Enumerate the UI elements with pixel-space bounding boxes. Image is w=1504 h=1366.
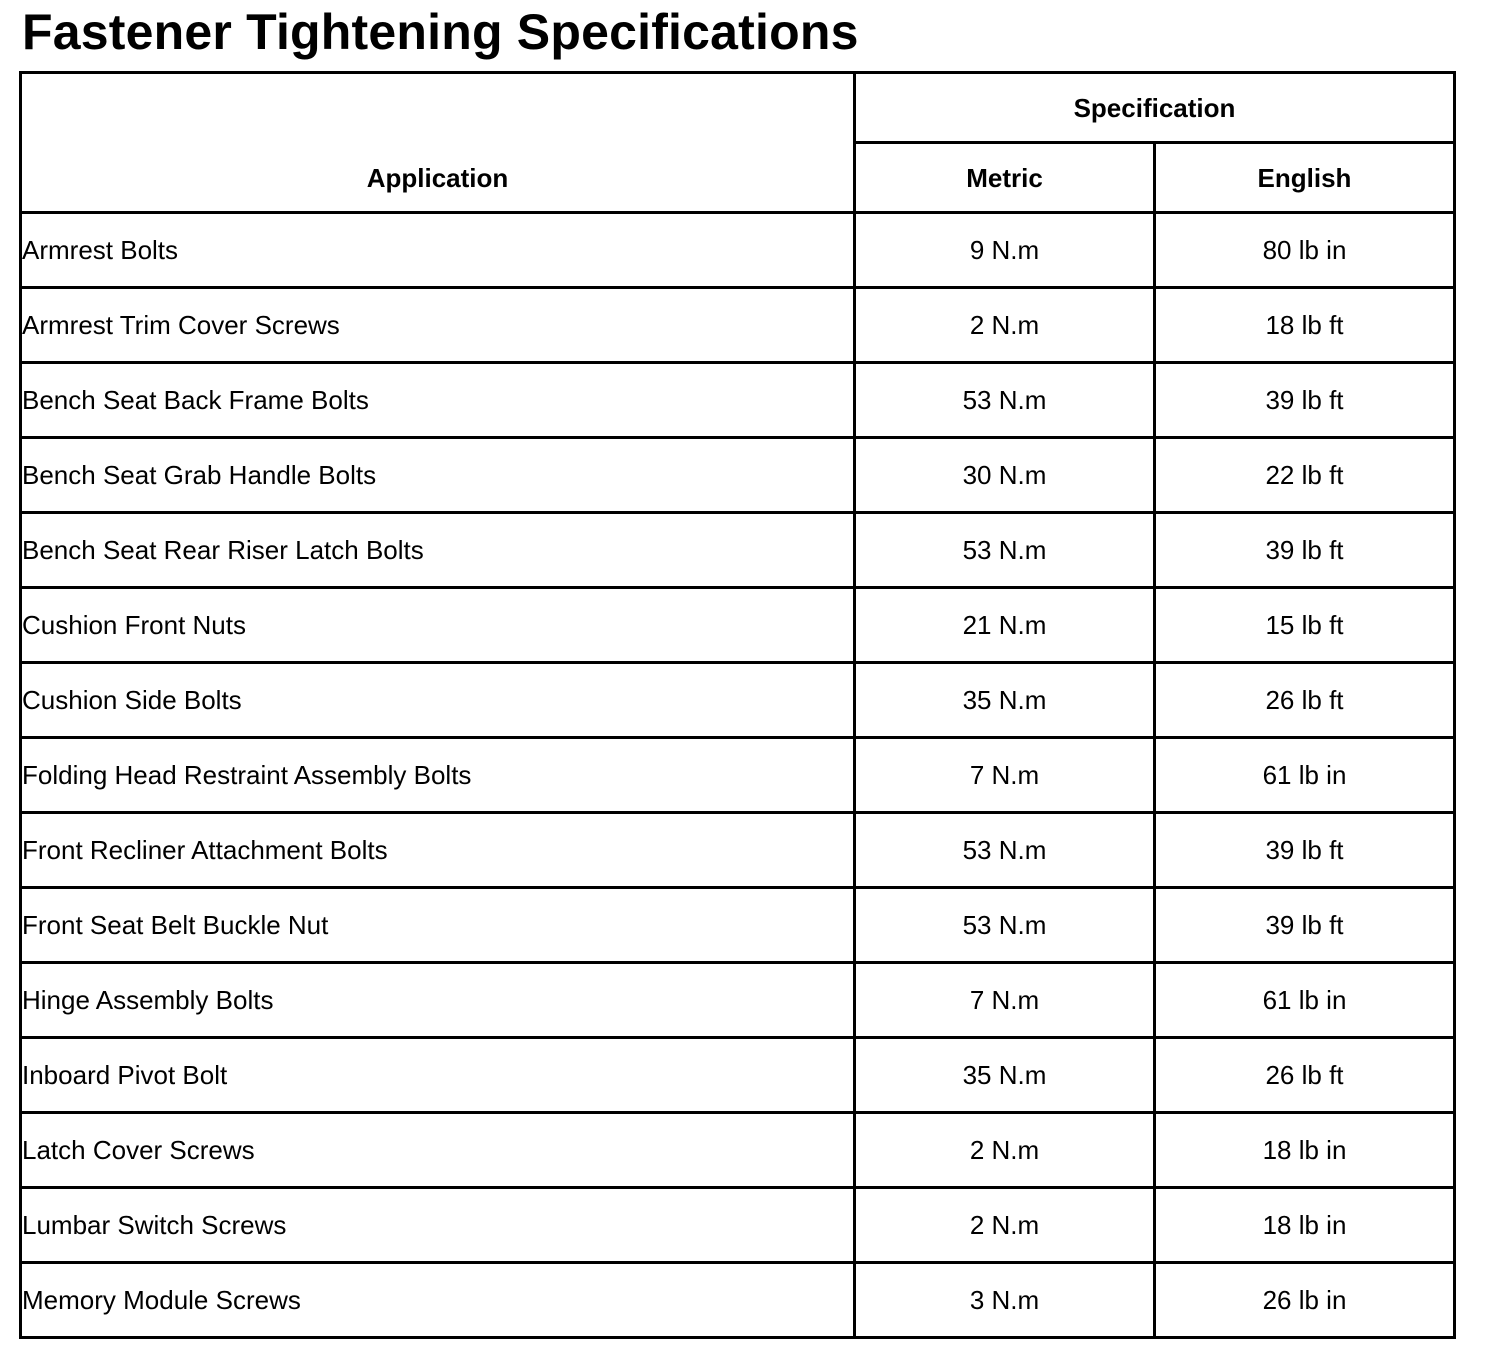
cell-english: 39 lb ft xyxy=(1155,363,1455,438)
cell-application: Front Seat Belt Buckle Nut xyxy=(21,888,855,963)
table-row xyxy=(21,588,1455,663)
cell-application: Memory Module Screws xyxy=(21,1263,855,1338)
table-row xyxy=(21,1038,1455,1113)
cell-english: 26 lb ft xyxy=(1155,663,1455,738)
table-row xyxy=(21,663,1455,738)
cell-english: 39 lb ft xyxy=(1155,513,1455,588)
cell-english: 39 lb ft xyxy=(1155,813,1455,888)
cell-english: 18 lb in xyxy=(1155,1113,1455,1188)
cell-metric: 53 N.m xyxy=(855,813,1155,888)
table-row xyxy=(21,513,1455,588)
cell-application: Armrest Trim Cover Screws xyxy=(21,288,855,363)
table-row xyxy=(21,963,1455,1038)
cell-english: 61 lb in xyxy=(1155,738,1455,813)
cell-english: 61 lb in xyxy=(1155,963,1455,1038)
cell-metric: 2 N.m xyxy=(855,1188,1155,1263)
cell-metric: 35 N.m xyxy=(855,1038,1155,1113)
cell-application: Lumbar Switch Screws xyxy=(21,1188,855,1263)
cell-english: 18 lb ft xyxy=(1155,288,1455,363)
cell-metric: 2 N.m xyxy=(855,288,1155,363)
cell-metric: 2 N.m xyxy=(855,1113,1155,1188)
header-application: Application xyxy=(21,73,855,213)
cell-application: Folding Head Restraint Assembly Bolts xyxy=(21,738,855,813)
cell-application: Front Recliner Attachment Bolts xyxy=(21,813,855,888)
cell-metric: 7 N.m xyxy=(855,738,1155,813)
table-row xyxy=(21,1113,1455,1188)
cell-english: 26 lb in xyxy=(1155,1263,1455,1338)
cell-english: 80 lb in xyxy=(1155,213,1455,288)
cell-application: Hinge Assembly Bolts xyxy=(21,963,855,1038)
header-english: English xyxy=(1155,143,1455,213)
cell-application: Latch Cover Screws xyxy=(21,1113,855,1188)
table-row xyxy=(21,1263,1455,1338)
cell-metric: 30 N.m xyxy=(855,438,1155,513)
table-row xyxy=(21,1188,1455,1263)
cell-metric: 53 N.m xyxy=(855,513,1155,588)
cell-english: 18 lb in xyxy=(1155,1188,1455,1263)
cell-metric: 3 N.m xyxy=(855,1263,1155,1338)
header-metric: Metric xyxy=(855,143,1155,213)
table-body xyxy=(21,213,1455,1338)
table-row xyxy=(21,813,1455,888)
cell-metric: 53 N.m xyxy=(855,888,1155,963)
cell-english: 15 lb ft xyxy=(1155,588,1455,663)
table-row xyxy=(21,213,1455,288)
header-specification: Specification xyxy=(855,73,1455,143)
header-row xyxy=(21,73,1455,143)
cell-application: Cushion Side Bolts xyxy=(21,663,855,738)
cell-application: Inboard Pivot Bolt xyxy=(21,1038,855,1113)
table-row xyxy=(21,738,1455,813)
table-row xyxy=(21,288,1455,363)
page-title: Fastener Tightening Specifications xyxy=(22,4,859,60)
table-header xyxy=(21,73,1455,213)
spec-table xyxy=(19,71,1456,1339)
cell-application: Bench Seat Rear Riser Latch Bolts xyxy=(21,513,855,588)
cell-metric: 53 N.m xyxy=(855,363,1155,438)
cell-english: 22 lb ft xyxy=(1155,438,1455,513)
table-row xyxy=(21,888,1455,963)
cell-metric: 35 N.m xyxy=(855,663,1155,738)
table-row xyxy=(21,363,1455,438)
cell-metric: 9 N.m xyxy=(855,213,1155,288)
table-row xyxy=(21,438,1455,513)
cell-english: 26 lb ft xyxy=(1155,1038,1455,1113)
cell-application: Bench Seat Grab Handle Bolts xyxy=(21,438,855,513)
cell-metric: 7 N.m xyxy=(855,963,1155,1038)
cell-application: Armrest Bolts xyxy=(21,213,855,288)
cell-application: Cushion Front Nuts xyxy=(21,588,855,663)
cell-english: 39 lb ft xyxy=(1155,888,1455,963)
cell-metric: 21 N.m xyxy=(855,588,1155,663)
cell-application: Bench Seat Back Frame Bolts xyxy=(21,363,855,438)
